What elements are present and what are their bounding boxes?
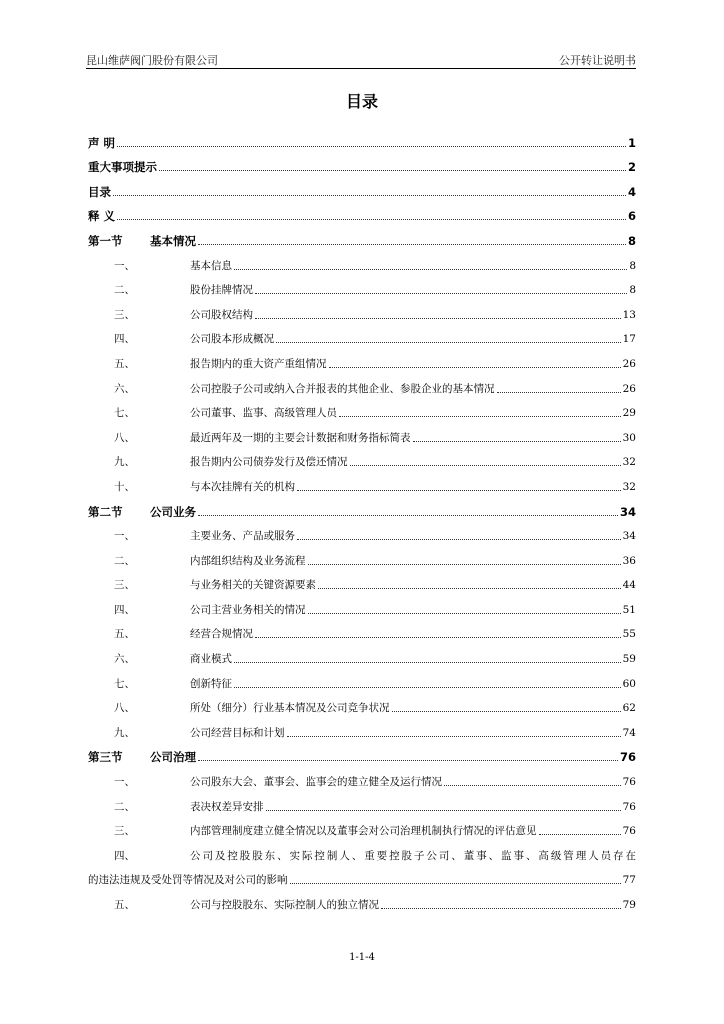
toc-leader-dots xyxy=(392,711,621,712)
toc-entry-page: 6 xyxy=(627,209,636,224)
toc-leader-dots xyxy=(159,170,626,171)
toc-entry[interactable] xyxy=(88,297,636,322)
toc-entry-label: 基本信息 xyxy=(190,259,232,272)
toc-entry-label: 公司治理 xyxy=(150,750,196,765)
toc-entry-page: 62 xyxy=(622,702,636,715)
toc-entry-number: 五、 xyxy=(114,628,135,641)
toc-entry-page: 76 xyxy=(622,776,636,789)
toc-entry[interactable] xyxy=(88,789,636,814)
toc-leader-dots xyxy=(350,465,621,466)
toc-entry[interactable] xyxy=(88,543,636,568)
toc-entry-label: 创新特征 xyxy=(190,677,232,690)
toc-entry-number: 六、 xyxy=(114,382,135,395)
toc-entry[interactable] xyxy=(88,322,636,347)
toc-entry[interactable] xyxy=(88,125,636,150)
toc-entry-number: 第三节 xyxy=(88,750,123,765)
header-divider xyxy=(86,68,636,69)
toc-entry-page: 13 xyxy=(622,308,636,321)
toc-entry-label: 目录 xyxy=(88,184,111,199)
toc-entry-page: 55 xyxy=(622,628,636,641)
toc-entry-page: 77 xyxy=(622,874,636,887)
toc-entry-label: 股份挂牌情况 xyxy=(190,284,253,297)
toc-entry[interactable] xyxy=(88,273,636,298)
toc-entry-number: 四、 xyxy=(114,333,135,346)
toc-entry-page: 29 xyxy=(622,407,636,420)
toc-entry-page: 34 xyxy=(622,530,636,543)
toc-leader-dots xyxy=(413,441,621,442)
toc-entry[interactable] xyxy=(88,199,636,224)
toc-entry-number: 四、 xyxy=(114,603,135,616)
toc-entry[interactable] xyxy=(88,838,636,863)
toc-entry-page: 76 xyxy=(622,800,636,813)
toc-entry[interactable] xyxy=(88,396,636,421)
toc-leader-dots xyxy=(255,637,621,638)
toc-leader-dots xyxy=(198,244,626,245)
toc-entry-number: 三、 xyxy=(114,579,135,592)
toc-entry-label: 基本情况 xyxy=(150,233,196,248)
toc-entry-label: 公司股本形成概况 xyxy=(190,333,274,346)
toc-leader-dots xyxy=(290,883,621,884)
toc-entry-page: 36 xyxy=(622,554,636,567)
toc-leader-dots xyxy=(117,146,626,147)
toc-entry-label: 重大事项提示 xyxy=(88,160,157,175)
toc-entry-label: 最近两年及一期的主要会计数据和财务指标简表 xyxy=(190,431,411,444)
toc-entry[interactable] xyxy=(88,519,636,544)
toc-entry-number: 五、 xyxy=(114,357,135,370)
header-doc-type: 公开转让说明书 xyxy=(559,54,636,67)
table-of-contents xyxy=(88,125,636,912)
toc-entry-number: 二、 xyxy=(114,284,135,297)
toc-entry-page: 34 xyxy=(619,504,636,519)
toc-leader-dots xyxy=(234,662,621,663)
toc-entry-label: 公司主营业务相关的情况 xyxy=(190,603,306,616)
toc-entry[interactable] xyxy=(88,223,636,248)
toc-leader-dots xyxy=(234,269,627,270)
toc-entry-page: 1 xyxy=(627,135,636,150)
toc-leader-dots xyxy=(329,367,621,368)
toc-entry[interactable] xyxy=(88,248,636,273)
toc-entry-page: 44 xyxy=(622,579,636,592)
toc-entry[interactable] xyxy=(88,666,636,691)
toc-leader-dots xyxy=(255,293,627,294)
toc-entry[interactable] xyxy=(88,420,636,445)
toc-entry-page: 17 xyxy=(622,333,636,346)
toc-entry[interactable] xyxy=(88,568,636,593)
toc-entry-number: 一、 xyxy=(114,259,135,272)
toc-entry-label: 报告期内的重大资产重组情况 xyxy=(190,357,327,370)
toc-leader-dots xyxy=(117,219,626,220)
toc-leader-dots xyxy=(444,785,621,786)
toc-entry-label: 公司业务 xyxy=(150,504,196,519)
toc-entry-page: 8 xyxy=(629,259,636,272)
toc-entry-label: 商业模式 xyxy=(190,653,232,666)
toc-leader-dots xyxy=(497,392,621,393)
toc-entry[interactable] xyxy=(88,346,636,371)
toc-entry-number: 第二节 xyxy=(88,504,123,519)
toc-entry-label-continuation: 的违法违规及受处罚等情况及对公司的影响 xyxy=(88,874,288,887)
toc-entry-label: 公司与控股股东、实际控制人的独立情况 xyxy=(190,899,379,911)
toc-entry-label: 与业务相关的关键资源要素 xyxy=(190,579,316,592)
toc-entry[interactable] xyxy=(88,494,636,519)
toc-entry[interactable] xyxy=(88,150,636,175)
toc-entry-page: 26 xyxy=(622,357,636,370)
toc-entry-number: 三、 xyxy=(114,308,135,321)
toc-entry-page: 26 xyxy=(622,382,636,395)
toc-leader-dots xyxy=(539,834,621,835)
toc-leader-dots xyxy=(276,342,621,343)
toc-entry-page: 8 xyxy=(629,284,636,297)
toc-entry-page: 59 xyxy=(622,653,636,666)
toc-leader-dots xyxy=(198,760,618,761)
toc-entry-label: 主要业务、产品或服务 xyxy=(190,530,295,543)
toc-entry-number: 十、 xyxy=(114,480,135,493)
toc-entry-page: 76 xyxy=(619,750,636,765)
toc-entry-label: 公司股权结构 xyxy=(190,308,253,321)
toc-entry[interactable] xyxy=(88,814,636,839)
toc-entry-label: 表决权差异安排 xyxy=(190,800,264,813)
toc-entry[interactable] xyxy=(88,469,636,494)
toc-entry[interactable] xyxy=(88,174,636,199)
toc-leader-dots xyxy=(234,687,621,688)
toc-entry-label: 释 义 xyxy=(88,209,116,224)
toc-entry[interactable] xyxy=(88,715,636,740)
toc-entry[interactable] xyxy=(88,371,636,396)
toc-entry-number: 八、 xyxy=(114,702,135,715)
toc-leader-dots xyxy=(297,490,621,491)
toc-entry-number: 七、 xyxy=(114,407,135,420)
toc-entry-number: 九、 xyxy=(114,726,135,739)
toc-entry-label: 所处（细分）行业基本情况及公司竞争状况 xyxy=(190,702,390,715)
toc-entry-number: 二、 xyxy=(114,800,135,813)
toc-entry-number: 九、 xyxy=(114,456,135,469)
page-title: 目录 xyxy=(345,92,378,111)
toc-entry-number: 一、 xyxy=(114,776,135,789)
toc-entry-continuation-row[interactable] xyxy=(88,863,636,888)
toc-leader-dots xyxy=(287,736,621,737)
toc-entry[interactable] xyxy=(88,887,636,912)
toc-entry-page: 74 xyxy=(622,726,636,739)
toc-leader-dots xyxy=(308,613,621,614)
toc-entry-page: 51 xyxy=(622,603,636,616)
toc-entry-label: 公司及控股股东、实际控制人、重要控股子公司、董事、监事、高级管理人员存在 xyxy=(190,849,636,862)
toc-leader-dots xyxy=(339,416,621,417)
toc-leader-dots xyxy=(266,810,621,811)
toc-entry-page: 32 xyxy=(622,480,636,493)
toc-entry-label: 公司股东大会、董事会、监事会的建立健全及运行情况 xyxy=(190,776,442,789)
toc-entry-number: 四、 xyxy=(114,849,135,862)
page-number: 1-1-4 xyxy=(349,952,375,963)
toc-leader-dots xyxy=(255,318,621,319)
toc-leader-dots xyxy=(308,564,621,565)
toc-entry-number: 六、 xyxy=(114,653,135,666)
toc-leader-dots xyxy=(113,195,626,196)
toc-entry-label: 公司董事、监事、高级管理人员 xyxy=(190,407,337,420)
toc-entry-label: 报告期内公司债券发行及偿还情况 xyxy=(190,456,348,469)
toc-entry-number: 第一节 xyxy=(88,233,123,248)
toc-entry-label: 公司控股子公司或纳入合并报表的其他企业、参股企业的基本情况 xyxy=(190,382,495,395)
toc-entry-page: 76 xyxy=(622,825,636,838)
toc-leader-dots xyxy=(318,588,621,589)
toc-entry[interactable] xyxy=(88,764,636,789)
toc-entry-page: 60 xyxy=(622,677,636,690)
toc-entry[interactable] xyxy=(88,691,636,716)
toc-entry-label: 与本次挂牌有关的机构 xyxy=(190,480,295,493)
toc-entry-number: 八、 xyxy=(114,431,135,444)
toc-entry-page: 2 xyxy=(627,160,636,175)
toc-leader-dots xyxy=(297,539,621,540)
toc-entry-label: 公司经营目标和计划 xyxy=(190,726,285,739)
toc-entry-label: 内部管理制度建立健全情况以及董事会对公司治理机制执行情况的评估意见 xyxy=(190,825,537,838)
toc-entry-number: 三、 xyxy=(114,825,135,838)
toc-entry-page: 32 xyxy=(622,456,636,469)
toc-leader-dots xyxy=(381,908,621,909)
toc-entry-page: 30 xyxy=(622,431,636,444)
toc-entry[interactable] xyxy=(88,592,636,617)
toc-entry-page: 4 xyxy=(627,184,636,199)
toc-entry-label: 内部组织结构及业务流程 xyxy=(190,554,306,567)
page-header xyxy=(86,52,636,68)
toc-entry-number: 一、 xyxy=(114,530,135,543)
toc-entry[interactable] xyxy=(88,617,636,642)
toc-entry[interactable] xyxy=(88,445,636,470)
toc-entry-page: 8 xyxy=(627,233,636,248)
header-company: 昆山维萨阀门股份有限公司 xyxy=(86,54,218,67)
toc-entry-number: 二、 xyxy=(114,554,135,567)
toc-entry-label: 声 明 xyxy=(88,135,116,150)
toc-entry-label: 经营合规情况 xyxy=(190,628,253,641)
toc-leader-dots xyxy=(198,515,618,516)
toc-entry-number: 五、 xyxy=(114,899,135,911)
toc-entry[interactable] xyxy=(88,641,636,666)
toc-entry-page: 79 xyxy=(622,899,636,911)
toc-entry[interactable] xyxy=(88,740,636,765)
toc-entry-number: 七、 xyxy=(114,677,135,690)
